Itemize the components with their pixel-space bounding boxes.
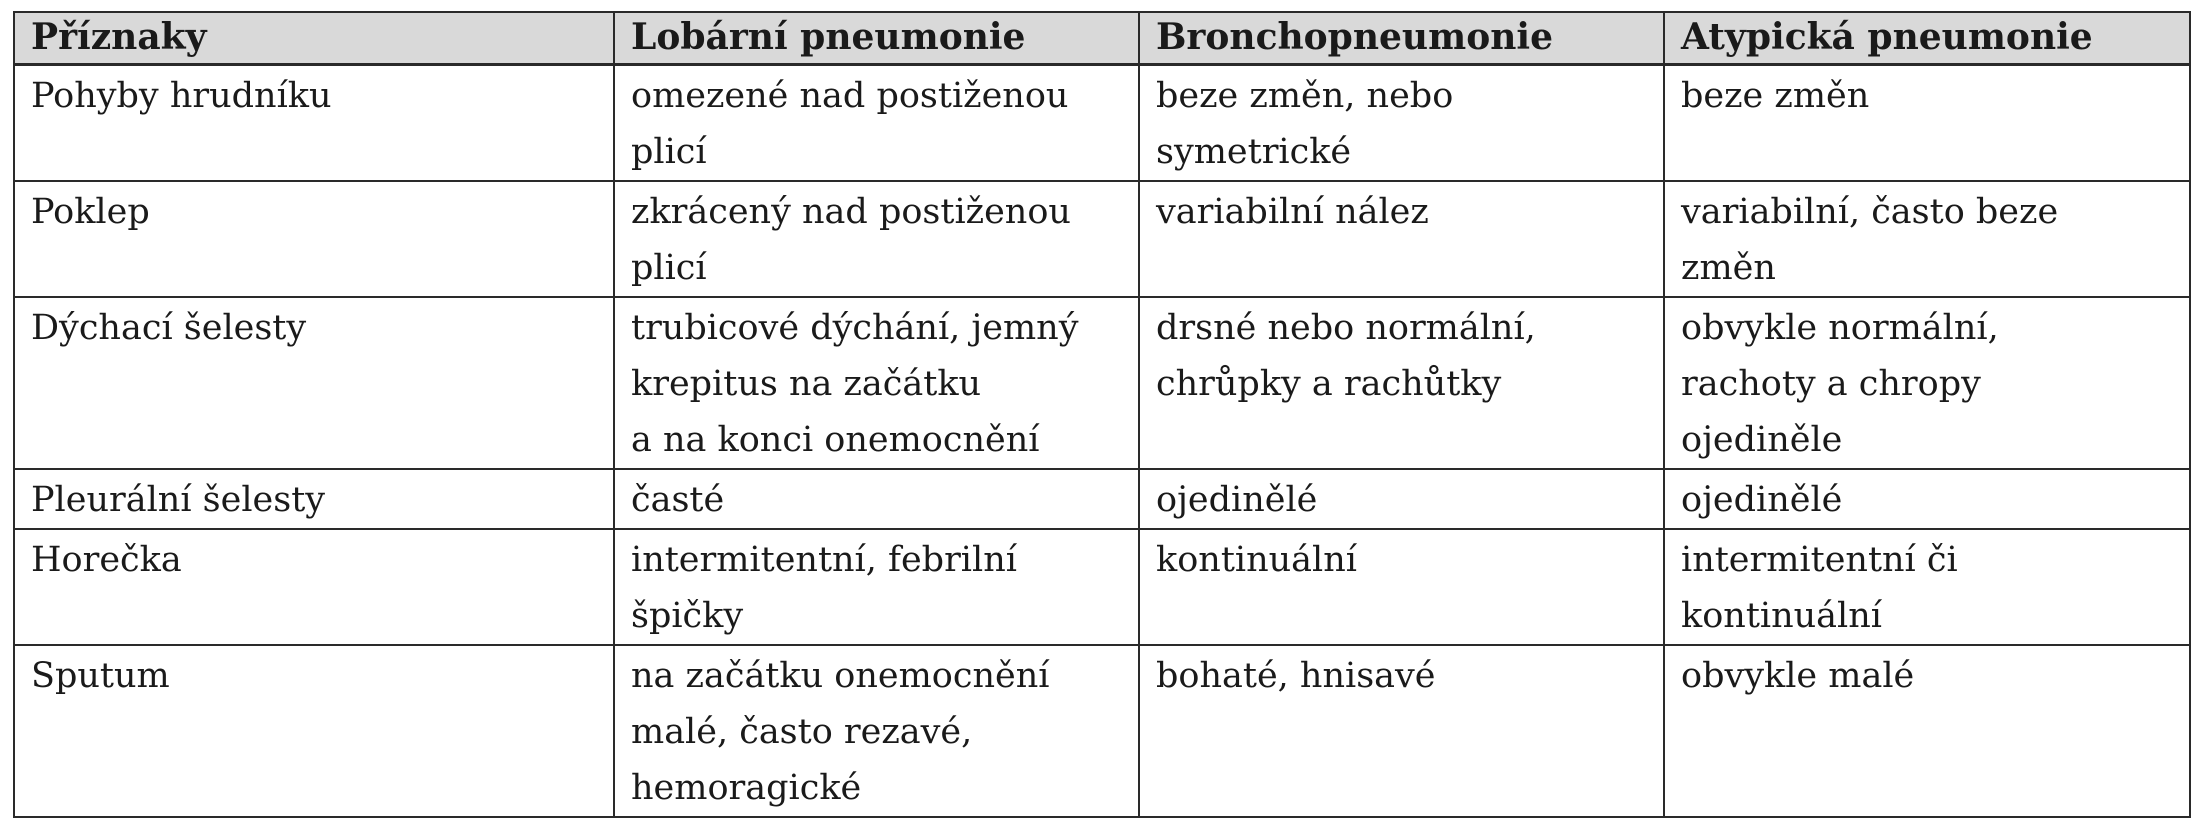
cell-line: na začátku onemocnění — [631, 656, 1050, 696]
cell-line: beze změn — [1681, 76, 1870, 116]
cell-line: beze změn, nebo — [1156, 76, 1454, 116]
cell-line: obvykle malé — [1681, 656, 1915, 696]
cell-line: kontinuální — [1156, 540, 1357, 580]
table-body — [14, 65, 2190, 818]
cell-line: intermitentní, febrilní — [631, 540, 1017, 580]
cell-broncho — [1139, 529, 1664, 645]
cell-lobar — [614, 181, 1139, 297]
cell-line: špičky — [631, 596, 744, 636]
cell-atypical — [1664, 469, 2190, 529]
cell-broncho — [1139, 65, 1664, 182]
cell-line: krepitus na začátku — [631, 364, 982, 404]
cell-line: rachoty a chropy — [1681, 364, 1981, 404]
cell-text: Horečka — [31, 540, 182, 580]
cell-line: obvykle normální, — [1681, 308, 1999, 348]
cell-text: Pleurální šelesty — [31, 480, 326, 520]
table-row — [14, 65, 2190, 182]
cell-atypical — [1664, 297, 2190, 469]
cell-lobar — [614, 469, 1139, 529]
header-atypical-pneumonia: Atypická pneumonie — [1664, 12, 2190, 65]
cell-line: ojedinělé — [1681, 480, 1843, 520]
cell-line: plicí — [631, 248, 707, 288]
table-header — [14, 12, 2190, 65]
cell-line: omezené nad postiženou — [631, 76, 1069, 116]
cell-broncho — [1139, 181, 1664, 297]
cell-line: hemoragické — [631, 768, 862, 808]
cell-line: ojediněle — [1681, 420, 1843, 460]
cell-lobar — [614, 645, 1139, 817]
cell-text: Dýchací šelesty — [31, 308, 307, 348]
header-lobar-pneumonia: Lobární pneumonie — [614, 12, 1139, 65]
cell-symptom — [14, 297, 614, 469]
cell-line: bohaté, hnisavé — [1156, 656, 1436, 696]
cell-lobar — [614, 297, 1139, 469]
cell-line: a na konci onemocnění — [631, 420, 1040, 460]
table-row — [14, 529, 2190, 645]
cell-line: časté — [631, 480, 725, 520]
cell-line: chrůpky a rachůtky — [1156, 364, 1502, 404]
cell-lobar — [614, 529, 1139, 645]
cell-line: intermitentní či — [1681, 540, 1958, 580]
cell-broncho — [1139, 297, 1664, 469]
cell-atypical — [1664, 181, 2190, 297]
header-bronchopneumonia: Bronchopneumonie — [1139, 12, 1664, 65]
cell-line: symetrické — [1156, 132, 1352, 172]
cell-text: Poklep — [31, 192, 150, 232]
cell-atypical — [1664, 645, 2190, 817]
cell-text: Sputum — [31, 656, 170, 696]
cell-symptom — [14, 181, 614, 297]
cell-broncho — [1139, 645, 1664, 817]
table-row — [14, 469, 2190, 529]
cell-line: plicí — [631, 132, 707, 172]
cell-line: malé, často rezavé, — [631, 712, 973, 752]
cell-atypical — [1664, 65, 2190, 182]
table-row — [14, 181, 2190, 297]
cell-line: drsné nebo normální, — [1156, 308, 1536, 348]
header-symptoms: Příznaky — [14, 12, 614, 65]
table-row — [14, 645, 2190, 817]
cell-lobar — [614, 65, 1139, 182]
cell-symptom — [14, 469, 614, 529]
cell-atypical — [1664, 529, 2190, 645]
table-row — [14, 297, 2190, 469]
cell-symptom — [14, 529, 614, 645]
cell-line: kontinuální — [1681, 596, 1882, 636]
pneumonia-symptoms-table — [13, 11, 2191, 818]
cell-line: variabilní, často beze — [1681, 192, 2059, 232]
cell-line: trubicové dýchání, jemný — [631, 308, 1079, 348]
cell-symptom — [14, 645, 614, 817]
header-row — [14, 12, 2190, 65]
cell-text: Pohyby hrudníku — [31, 76, 332, 116]
cell-line: změn — [1681, 248, 1776, 288]
cell-symptom — [14, 65, 614, 182]
cell-line: ojedinělé — [1156, 480, 1318, 520]
cell-line: variabilní nález — [1156, 192, 1429, 232]
cell-line: zkrácený nad postiženou — [631, 192, 1071, 232]
cell-broncho — [1139, 469, 1664, 529]
